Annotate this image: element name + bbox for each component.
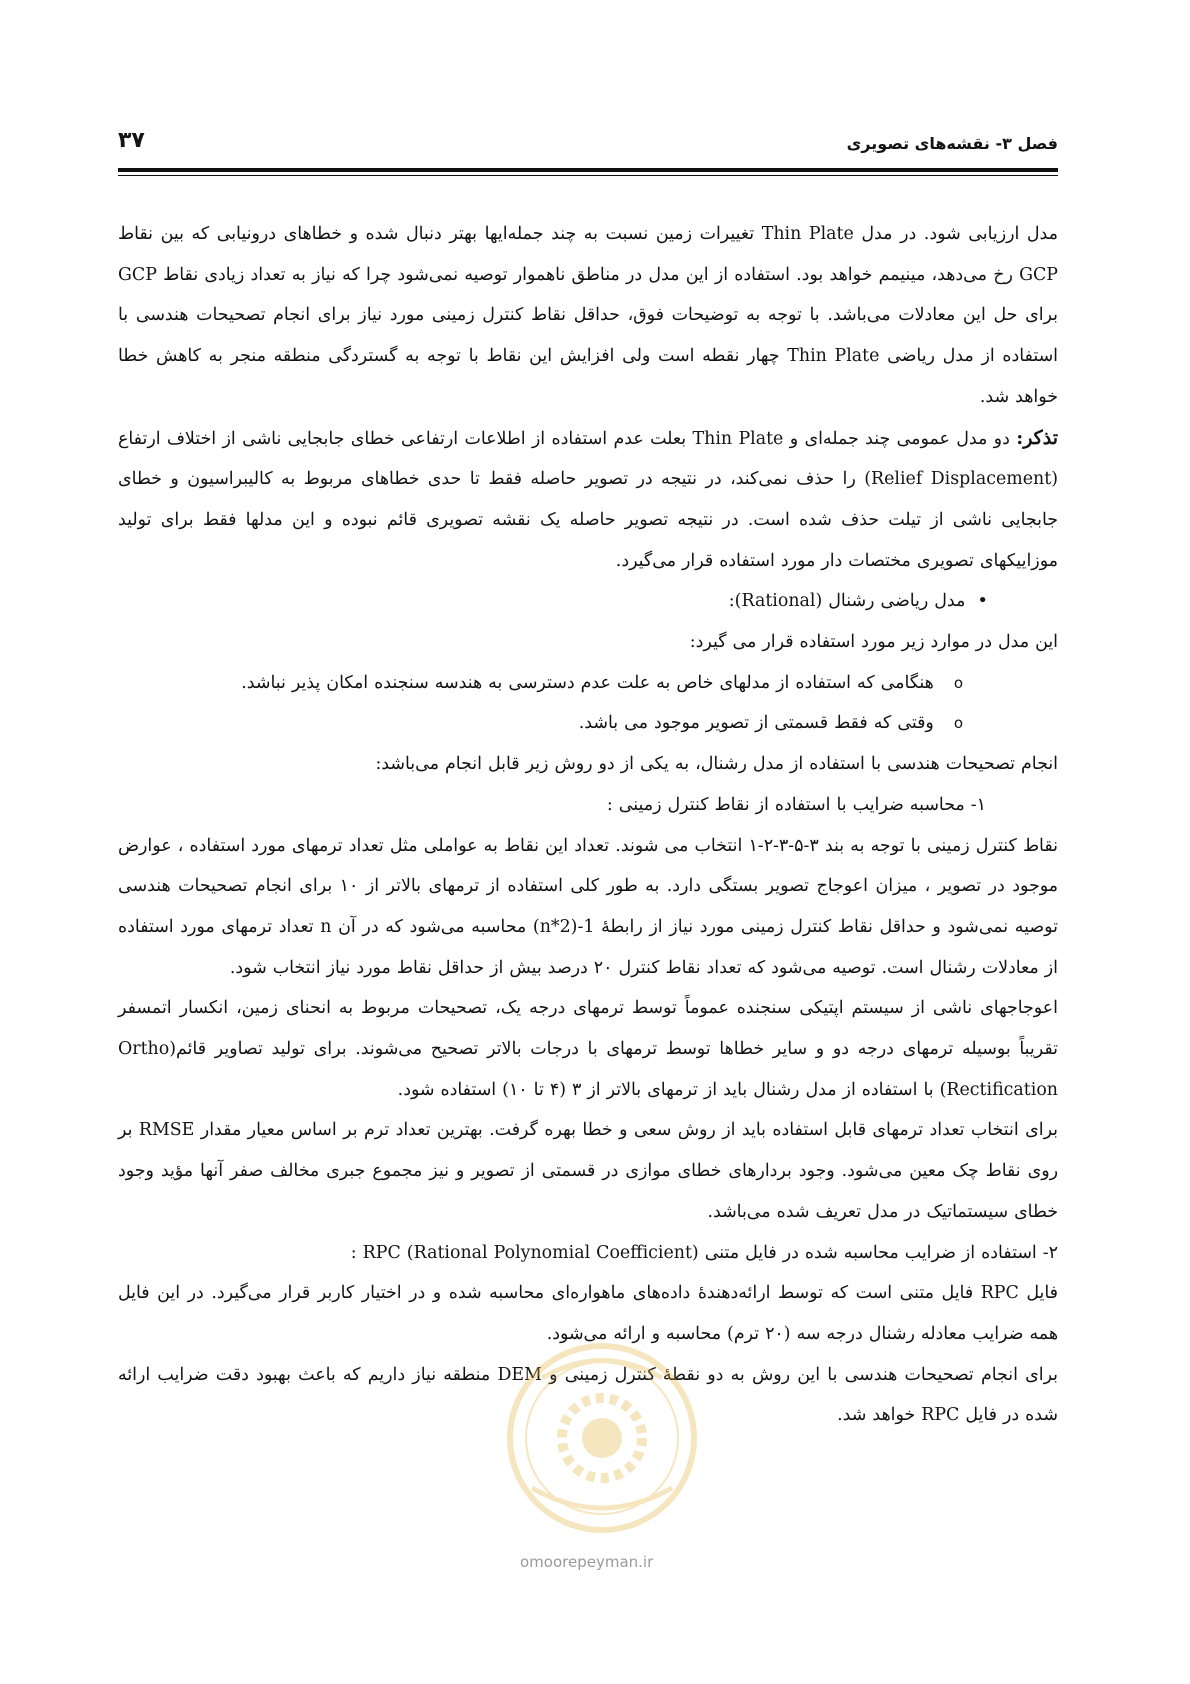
bullet-list [118,581,1058,622]
paragraph-thin-plate: مدل ارزیابی شود. در مدل Thin Plate تغییرات زمین نسبت به چند جمله‌ایها بهتر دنبال شده و خطاهای درونیابی که بین نقاط GCP رخ می‌دهد، مینیمم خواهد بود. استفاده از این مدل در مناطق ناهموار توصیه نمی‌شود چرا که نیاز به تعداد زیادی نقاط GCP برای حل این معادلات می‌باشد. با توجه به توضیحات فوق، حداقل نقاط کنترل زمینی مورد نیاز برای انجام تصحیحات هندسی با استفاده از مدل ریاضی Thin Plate چهار نقطه است ولی افزایش این نقاط با توجه به گستردگی منطقه منجر به کاهش خطا خواهد شد. [118,224,1059,407]
step2-title: ۲- استفاده از ضرایب محاسبه شده در فایل متنی RPC (Rational Polynomial Coefficient) : [350,1242,1058,1263]
rational-intro: این مدل در موارد زیر مورد استفاده قرار می گیرد: [689,632,1058,653]
terms-paragraph: برای انتخاب تعداد ترمهای قابل استفاده باید از روش سعی و خطا بهره گرفت. بهترین تعداد ترم بر اساس معیار مقدار RMSE بر روی نقاط چک معین می‌شود. وجود بردارهای خطای موازی در قسمتی از تصویر و نیز مجموع جبری مخالف صفر آنها مؤید وجود خطای سیستماتیک در مدل تعریف شده می‌باشد. [118,1120,1058,1222]
distortion-paragraph: اعوجاجهای ناشی از سیستم اپتیکی سنجنده عموماً توسط ترمهای درجه یک، تصحیحات مربوط به انحنای زمین، انکسار اتمسفر تقریباً بوسیله ترمهای درجه دو و سایر خطاها توسط ترمهای با درجات بالاتر تصحیح می‌شوند. برای تولید تصاویر قائم(Ortho Rectification) با استفاده از مدل رشنال باید از ترمهای بالاتر از ۳ (۴ تا ۱۰) استفاده شود. [118,998,1058,1100]
header-rule-thin [118,175,1058,176]
step1-title: ۱- محاسبه ضرایب با استفاده از نقاط کنترل زمینی : [606,794,986,815]
note-label: تذکر: [1016,426,1058,449]
page-number: ۳۷ [118,128,145,153]
watermark-text: omoorepeyman.ir [520,1553,654,1571]
rpc-paragraph: فایل RPC فایل متنی است که توسط ارائه‌دهندهٔ داده‌های ماهواره‌ای محاسبه شده و در اختیار کاربر قرار می‌گیرد. در این فایل همه ضرایب معادله رشنال درجه سه (۲۰ ترم) محاسبه و ارائه می‌شود. [118,1283,1058,1344]
page-body [118,214,1058,1436]
page-header [118,128,1058,168]
note-paragraph [118,418,1058,582]
usage-case-item: o هنگامی که استفاده از مدلهای خاص به علت عدم دسترسی به هندسه سنجنده امکان پذیر نباشد. [118,663,963,704]
note-text: دو مدل عمومی چند جمله‌ای و Thin Plate بعلت عدم استفاده از اطلاعات ارتفاعی خطای جابجایی ناشی از اختلاف ارتفاع (Relief Displacement) را حذف نمی‌کند، در نتیجه در تصویر حاصله فقط تا حدی خطاهای مربوط به کالیبراسیون و خطای جابجایی ناشی از تیلت حذف شده است. در نتیجه تصویر حاصله یک نقشه تصویری قائم نبوده و این مدلها فقط برای تولید موزاییکهای تصویری مختصات دار مورد استفاده قرار می‌گیرد. [118,428,1058,571]
usage-case-item: o وقتی که فقط قسمتی از تصویر موجود می باشد. [118,703,963,744]
chapter-title: فصل ۳- نقشه‌های تصویری [846,134,1058,153]
usage-cases-list [118,663,1058,744]
header-rule-thick [118,168,1058,172]
bullet-rational-model: • مدل ریاضی رشنال (Rational): [118,581,988,622]
step1-paragraph: نقاط کنترل زمینی با توجه به بند ۳-۵-۳-۲-۱ انتخاب می شوند. تعداد این نقاط به عواملی مثل تعداد ترمهای مورد استفاده ، عوارض موجود در تصویر ، میزان اعوجاج تصویر بستگی دارد. به طور کلی استفاده از ترمهای بالاتر از ۱۰ برای انجام تصحیحات هندسی توصیه نمی‌شود و حداقل نقاط کنترل زمینی مورد نیاز از رابطهٔ 1-(2*n) محاسبه می‌شود که در آن n تعداد ترمهای مورد استفاده از معادلات رشنال است. توصیه می‌شود که تعداد نقاط کنترل ۲۰ درصد بیش از حداقل نقاط مورد نیاز انتخاب شود. [118,835,1058,978]
final-paragraph: برای انجام تصحیحات هندسی با این روش به دو نقطهٔ کنترل زمینی و DEM منطقه نیاز داریم که باعث بهبود دقت ضرایب ارائه شده در فایل RPC خواهد شد. [118,1364,1059,1426]
methods-intro: انجام تصحیحات هندسی با استفاده از مدل رشنال، به یکی از دو روش زیر قابل انجام می‌باشد: [375,754,1058,775]
